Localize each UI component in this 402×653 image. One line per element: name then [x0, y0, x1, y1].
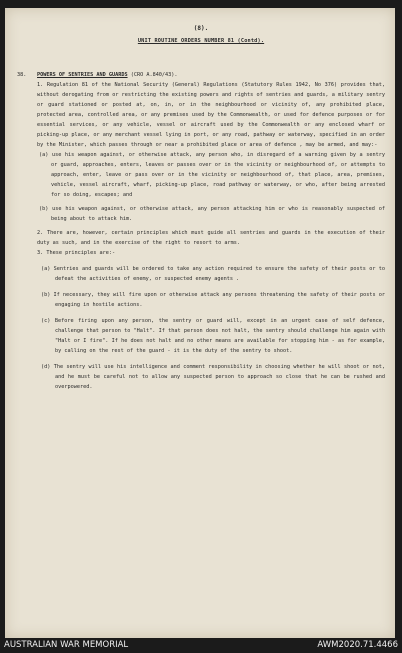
section-number: 38. [17, 72, 27, 78]
paragraph-3d: (d) The sentry will use his intelligence and comment responsibility in choosing whether he will shoot or not, and he must be careful not to allow any suspected person to approach so close that he can be rushed and overpowered. [41, 364, 385, 390]
paragraph-1b: (b) use his weapon against, or otherwise attack, any person attacking him or who is reasonably suspected of being about to attack him. [39, 206, 385, 222]
document-page [5, 8, 395, 638]
document-heading: UNIT ROUTINE ORDERS NUMBER 81 (Contd). [137, 38, 265, 44]
page-number: (8). [193, 25, 209, 32]
section-title [17, 70, 385, 80]
section-title-text: POWERS OF SENTRIES AND GUARDS [37, 72, 128, 78]
paragraph-3c: (c) Before firing upon any person, the sentry or guard will, except in an urgent case of self defence, challenge that person to "Halt". If that person does not halt, the sentry should challenge him again with "Halt or I fire". If he does not halt and no other means are available for stopping him - as for example, by calling on the rest of the guard - it is the duty of the sentry to shoot. [41, 318, 385, 354]
document-body [17, 18, 385, 392]
section-reference: (CRO A.840/43). [130, 72, 178, 78]
archive-footer [0, 638, 402, 653]
paragraph-1a: (a) use his weapon against, or otherwise attack, any person who, in disregard of a warning given by a sentry or guard, approaches, enters, leaves or passes over or in the vicinity or neighbourhood of, or attempts to approach, enter, leave or pass over or in the vicinity or neighbourhood of, that place, area, premises, vehicle, vessel aircraft, wharf, picking-up place, road pathway or waterway, or who, after being arrested for so doing, escapes; and [39, 152, 385, 198]
paragraph-3b: (b) If necessary, they will fire upon or otherwise attack any persons threatening the safety of their posts or engaging in hostile actions. [41, 292, 385, 308]
paragraph-2: 2. There are, however, certain principles which must guide all sentries and guards in the execution of their duty as such, and in the exercise of the right to resort to arms. [37, 230, 385, 246]
paragraph-3: 3. These principles are:- [37, 250, 116, 256]
paragraph-1: 1. Regulation 81 of the National Security (General) Regulations (Statutory Rules 1942, No 376) provides that, without derogating from or restricting the existing powers and rights of sentries and guards, a military sentry or guard stationed or posted at, on, in, or in the neighbourhood or vicinity of, any prohibited place, protected area, controlled area, or any premises used by the Commonwealth, or used for defence purposes or for essential services, or any vehicle, vessel or aircraft used by the Commonwealth or any enclosed wharf or picking-up place, or any merchant vessel lying in port, or any road, pathway or waterway, specified in an order by the Minister, which passes through or near a prohibited place or area of defence , may be armed, and may:- [37, 82, 385, 148]
paragraph-3a: (a) Sentries and guards will be ordered to take any action required to ensure the safety of their posts or to defeat the activities of enemy, or suspected enemy agents . [41, 266, 385, 282]
footer-institution: AUSTRALIAN WAR MEMORIAL [4, 640, 129, 650]
footer-accession-number: AWM2020.71.4466 [317, 640, 398, 650]
